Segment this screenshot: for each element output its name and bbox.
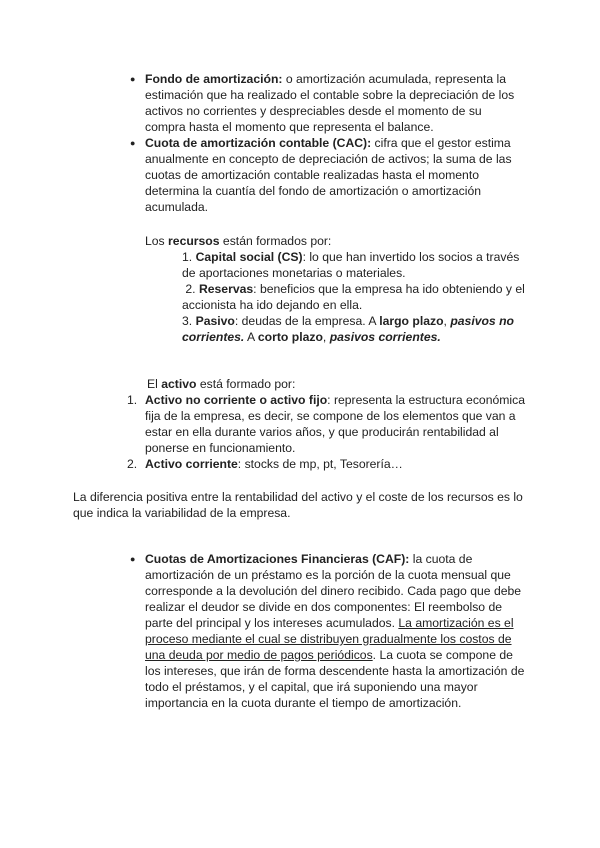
term-fondo-amortizacion: Fondo de amortización: — [145, 72, 283, 86]
separator: , — [443, 314, 451, 328]
definition-capital-social: : lo que han invertido los socios a través de aportaciones monetarias o materiales. — [182, 250, 520, 280]
term-cac: Cuota de amortización contable (CAC): — [145, 136, 372, 150]
recursos-list — [182, 249, 527, 345]
definition-activo-no-corriente: : representa la estructura económica fija de la empresa, es decir, se compone de los elementos que van a estar en ella durante varios años, y que producirán rentabilidad al ponerse en funcionamiento. — [145, 393, 525, 455]
item-number: 3. — [182, 314, 196, 328]
definition-caf-part2: . La cuota se compone de los intereses, que irán de forma descendente hasta la amortización de todo el préstamos, y el capital, que irá suponiendo una mayor importancia en la cuota durante el tiempo de amortización. — [145, 648, 525, 710]
list-item-caf — [130, 551, 525, 711]
activo-intro-post: está formado por: — [196, 377, 296, 391]
recursos-intro-pre: Los — [145, 234, 169, 248]
bullet-list-definitions — [130, 71, 523, 215]
definition-pasivo: : deudas de la empresa. A — [234, 314, 380, 328]
item-number: 1. — [127, 393, 138, 407]
bullet-icon: ● — [130, 138, 136, 148]
activo-list — [127, 392, 525, 472]
item-number: 1. — [182, 250, 196, 264]
paragraph-text: La diferencia positiva entre la rentabilidad del activo y el coste de los recursos es lo que indica la variabilidad de la empresa. — [73, 490, 523, 520]
item-number: 2. — [182, 282, 199, 296]
bullet-list-caf — [130, 551, 525, 711]
term-pasivos-no-corrientes: pasivos no corrientes. — [182, 314, 514, 344]
separator: , — [322, 330, 330, 344]
definition-activo-corriente: : stocks de mp, pt, Tesorería… — [237, 457, 403, 471]
term-pasivo: Pasivo — [195, 314, 235, 328]
definition-caf-part1: la cuota de amortización de un préstamo es la porción de la cuota mensual que corresponde a la devolución del dinero recibido. Cada pago que debe realizar el deudor se divide en dos componentes: El reembolso de parte del principal y los intereses acumulados. — [145, 552, 522, 630]
activo-item-no-corriente — [127, 392, 525, 456]
term-activo-no-corriente: Activo no corriente o activo fijo — [145, 393, 328, 407]
definition-reservas: : beneficios que la empresa ha ido obteniendo y el accionista ha ido dejando en ella. — [182, 282, 525, 312]
term-capital-social: Capital social (CS) — [195, 250, 303, 264]
paragraph-diferencia — [73, 489, 533, 521]
term-corto-plazo: corto plazo — [257, 330, 323, 344]
term-largo-plazo: largo plazo — [379, 314, 444, 328]
definition-fondo-amortizacion: o amortización acumulada, representa la estimación que ha realizado el contable sobre la depreciación de los activos no corrientes y despreciables desde el momento de su compra hasta el momento que representa el balance. — [145, 72, 515, 134]
term-caf: Cuotas de Amortizaciones Financieras (CAF): — [145, 552, 410, 566]
definition-cac: cifra que el gestor estima anualmente en concepto de depreciación de activos; la suma de las cuotas de amortización contable realizadas hasta el momento determina la cuantía del fondo de amortización o amortización acumulada. — [145, 136, 512, 214]
bullet-icon: ● — [130, 74, 136, 84]
term-activo-corriente: Activo corriente — [145, 457, 238, 471]
recursos-intro-bold: recursos — [168, 234, 220, 248]
list-item-cac — [130, 135, 523, 215]
definition-caf-underlined: La amortización es el proceso mediante el cual se distribuyen gradualmente los costos de una deuda por medio de pagos periódicos — [145, 616, 514, 662]
activo-item-corriente — [127, 456, 525, 472]
recursos-intro-post: están formados por: — [219, 234, 332, 248]
bullet-icon: ● — [130, 554, 136, 564]
recursos-item-pasivo — [182, 313, 527, 345]
recursos-item-reservas — [182, 281, 527, 313]
term-pasivos-corrientes: pasivos corrientes. — [329, 330, 441, 344]
recursos-item-capital-social — [182, 249, 527, 281]
activo-intro — [147, 376, 507, 392]
list-item-fondo-amortizacion — [130, 71, 523, 135]
recursos-intro — [145, 233, 505, 249]
item-number: 2. — [127, 457, 138, 471]
separator: A — [244, 330, 258, 344]
activo-intro-pre: El — [147, 377, 162, 391]
activo-intro-bold: activo — [161, 377, 197, 391]
term-reservas: Reservas — [198, 282, 254, 296]
